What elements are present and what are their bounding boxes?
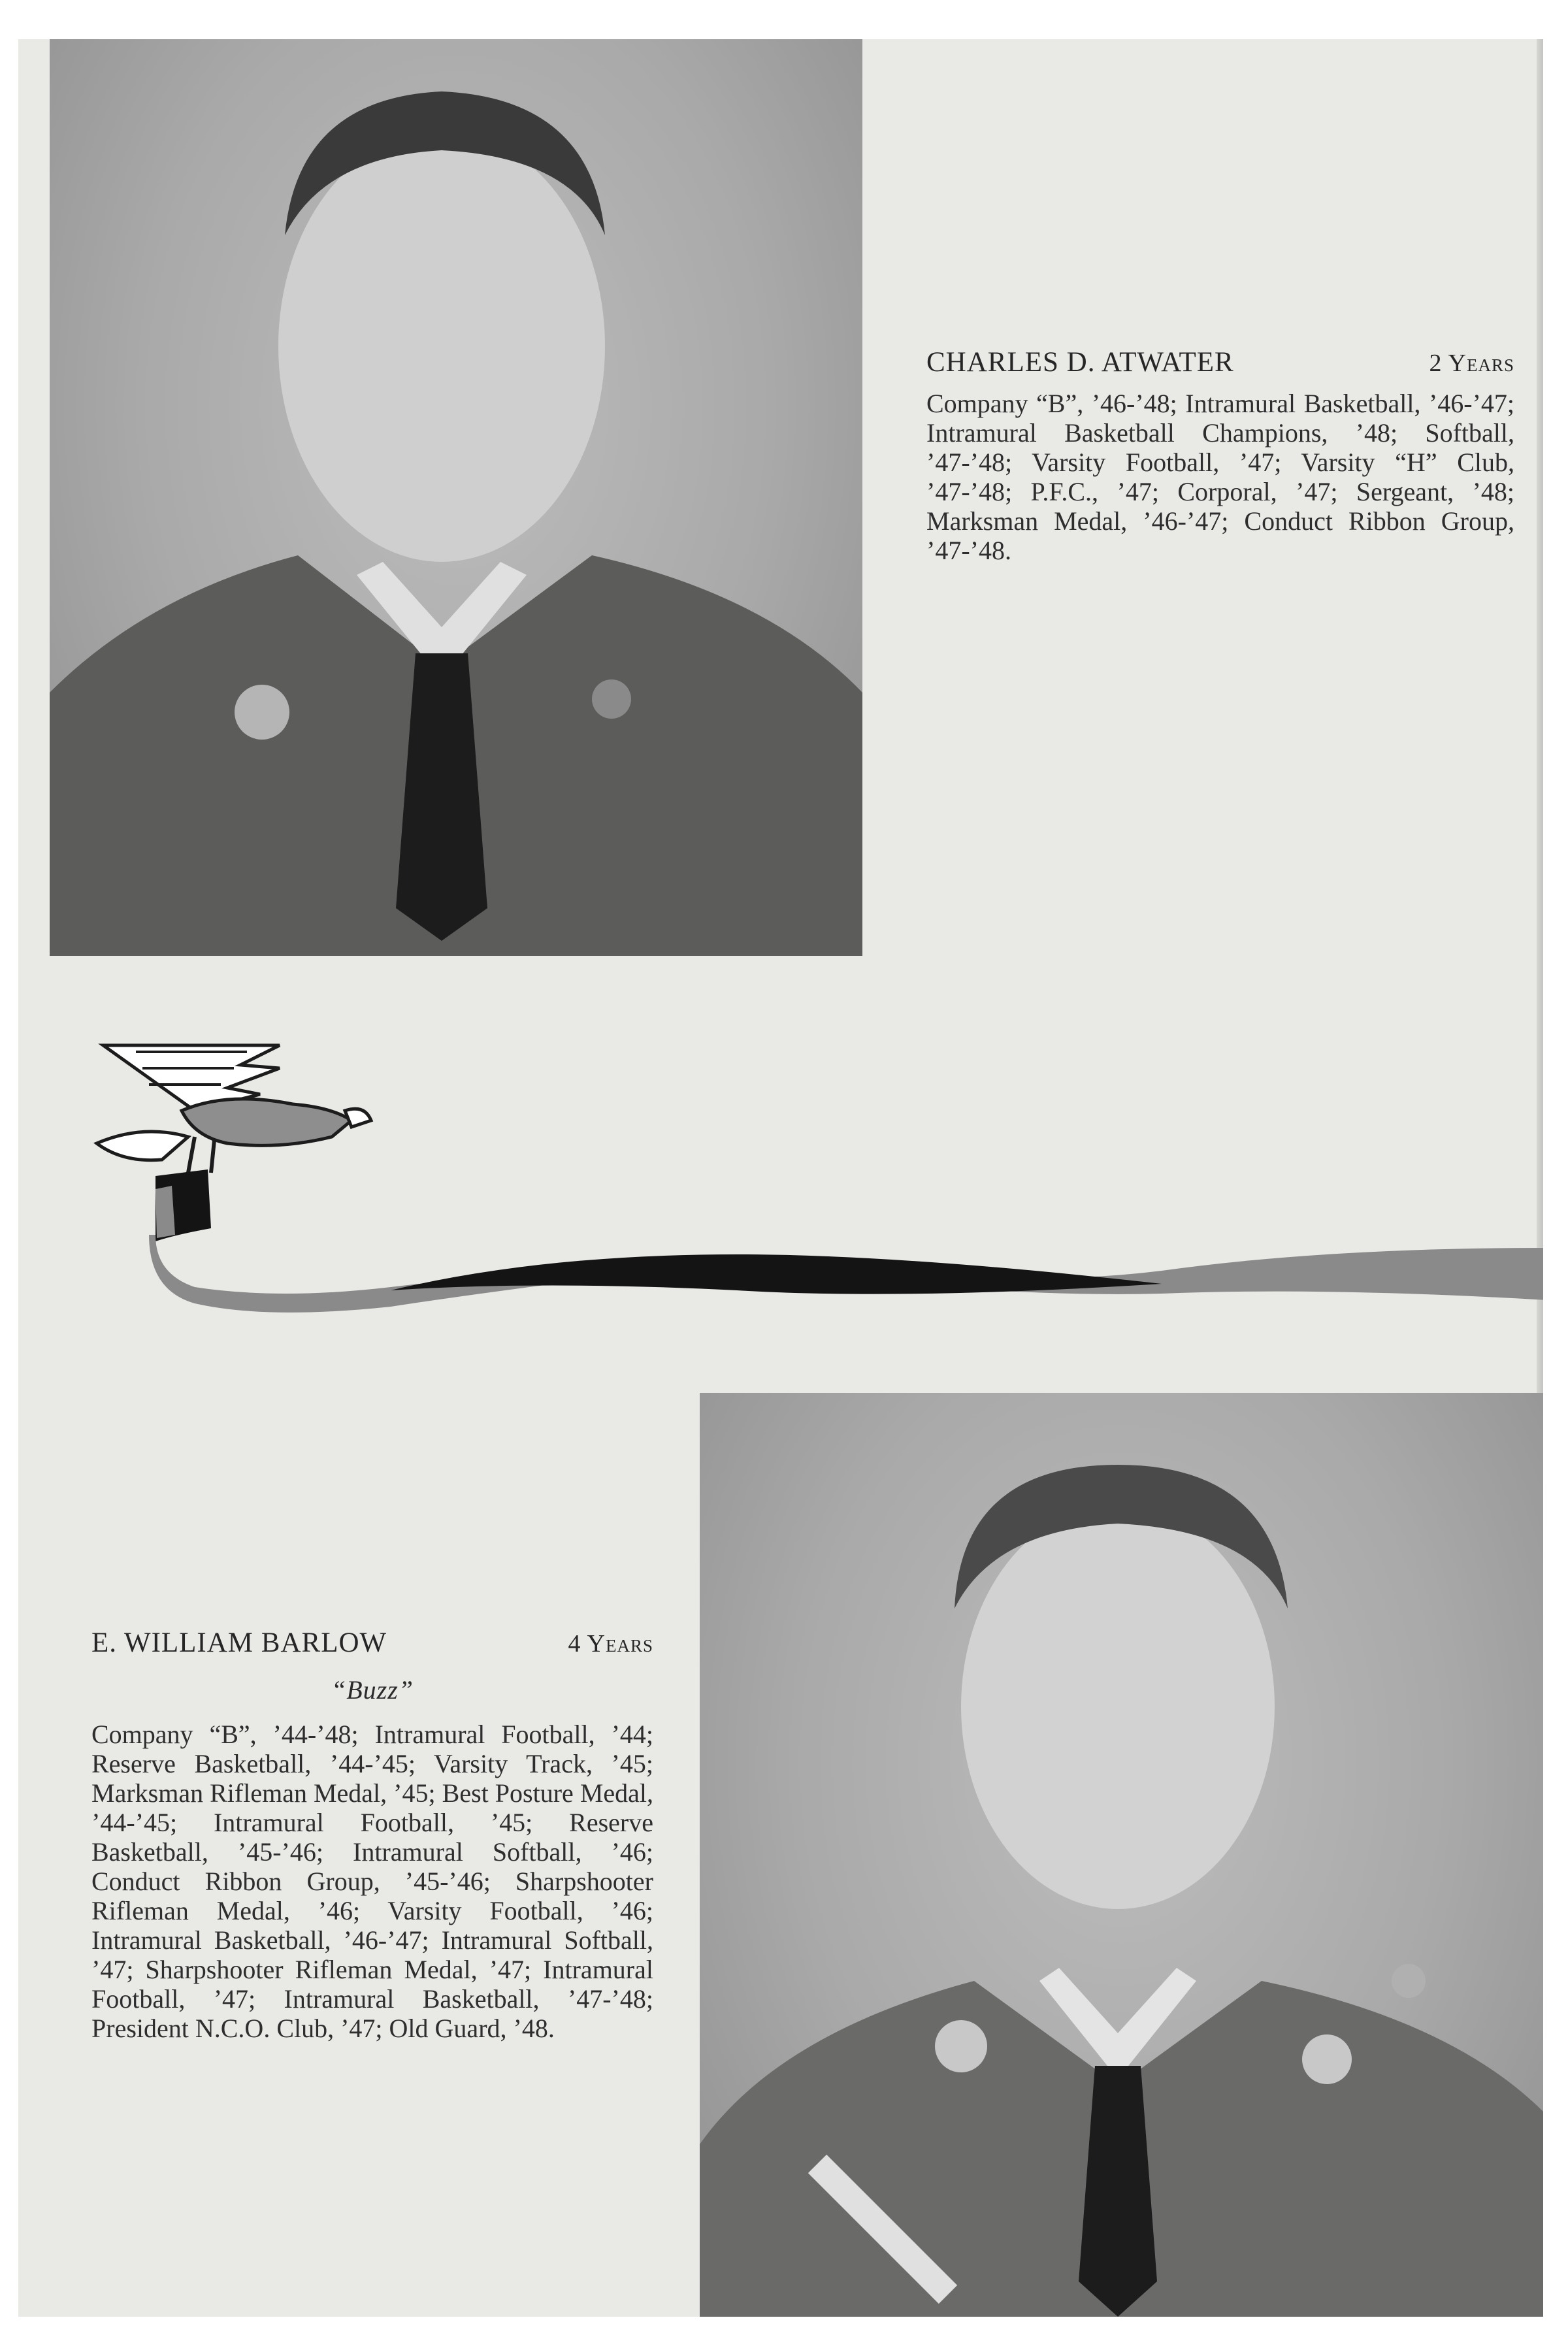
ribbon-banner-icon: [149, 1169, 1543, 1313]
portrait-photo-barlow: [700, 1393, 1543, 2317]
activities-text: Company “B”, ’46-’48; Intramural Basketball, ’46-’47; Intramural Basketball Champions, ’48; Softball, ’47-’48; Varsity Football, ’47; Varsity “H” Club, ’47-’48; P.F.C., ’47; Corporal, ’47; Sergeant, ’48; Marksman Medal, ’46-’47; Conduct Ribbon Group, ’47-’48.: [926, 389, 1514, 565]
student-name: CHARLES D. ATWATER: [926, 347, 1234, 378]
name-row: [91, 1627, 653, 1659]
yearbook-page: [18, 39, 1543, 2317]
caption-barlow: [91, 1627, 653, 2043]
caption-atwater: [926, 346, 1514, 565]
name-row: [926, 346, 1514, 378]
nickname: “Buzz”: [331, 1675, 414, 1705]
portrait-barlow-icon: [700, 1393, 1543, 2317]
portrait-atwater-icon: [50, 39, 862, 956]
student-name: E. WILLIAM BARLOW: [91, 1627, 387, 1658]
years-attended: 2 Years: [1429, 350, 1514, 377]
eagle-ribbon-emblem: [84, 1039, 1543, 1379]
portrait-photo-atwater: [50, 39, 862, 956]
years-attended: 4 Years: [568, 1630, 653, 1658]
activities-text: Company “B”, ’44-’48; Intramural Football, ’44; Reserve Basketball, ’44-’45; Varsity Track, ’45; Marksman Rifleman Medal, ’45; Best Posture Medal, ’44-’45; Intramural Football, ’45; Reserve Basketball, ’45-’46; Intramural Softball, ’46; Conduct Ribbon Group, ’45-’46; Sharpshooter Rifleman Medal, ’46; Varsity Football, ’46; Intramural Basketball, ’46-’47; Intramural Softball, ’47; Sharpshooter Rifleman Medal, ’47; Intramural Football, ’47; Intramural Basketball, ’47-’48; President N.C.O. Club, ’47; Old Guard, ’48.: [91, 1720, 653, 2043]
eagle-emblem-icon: [97, 1045, 371, 1173]
